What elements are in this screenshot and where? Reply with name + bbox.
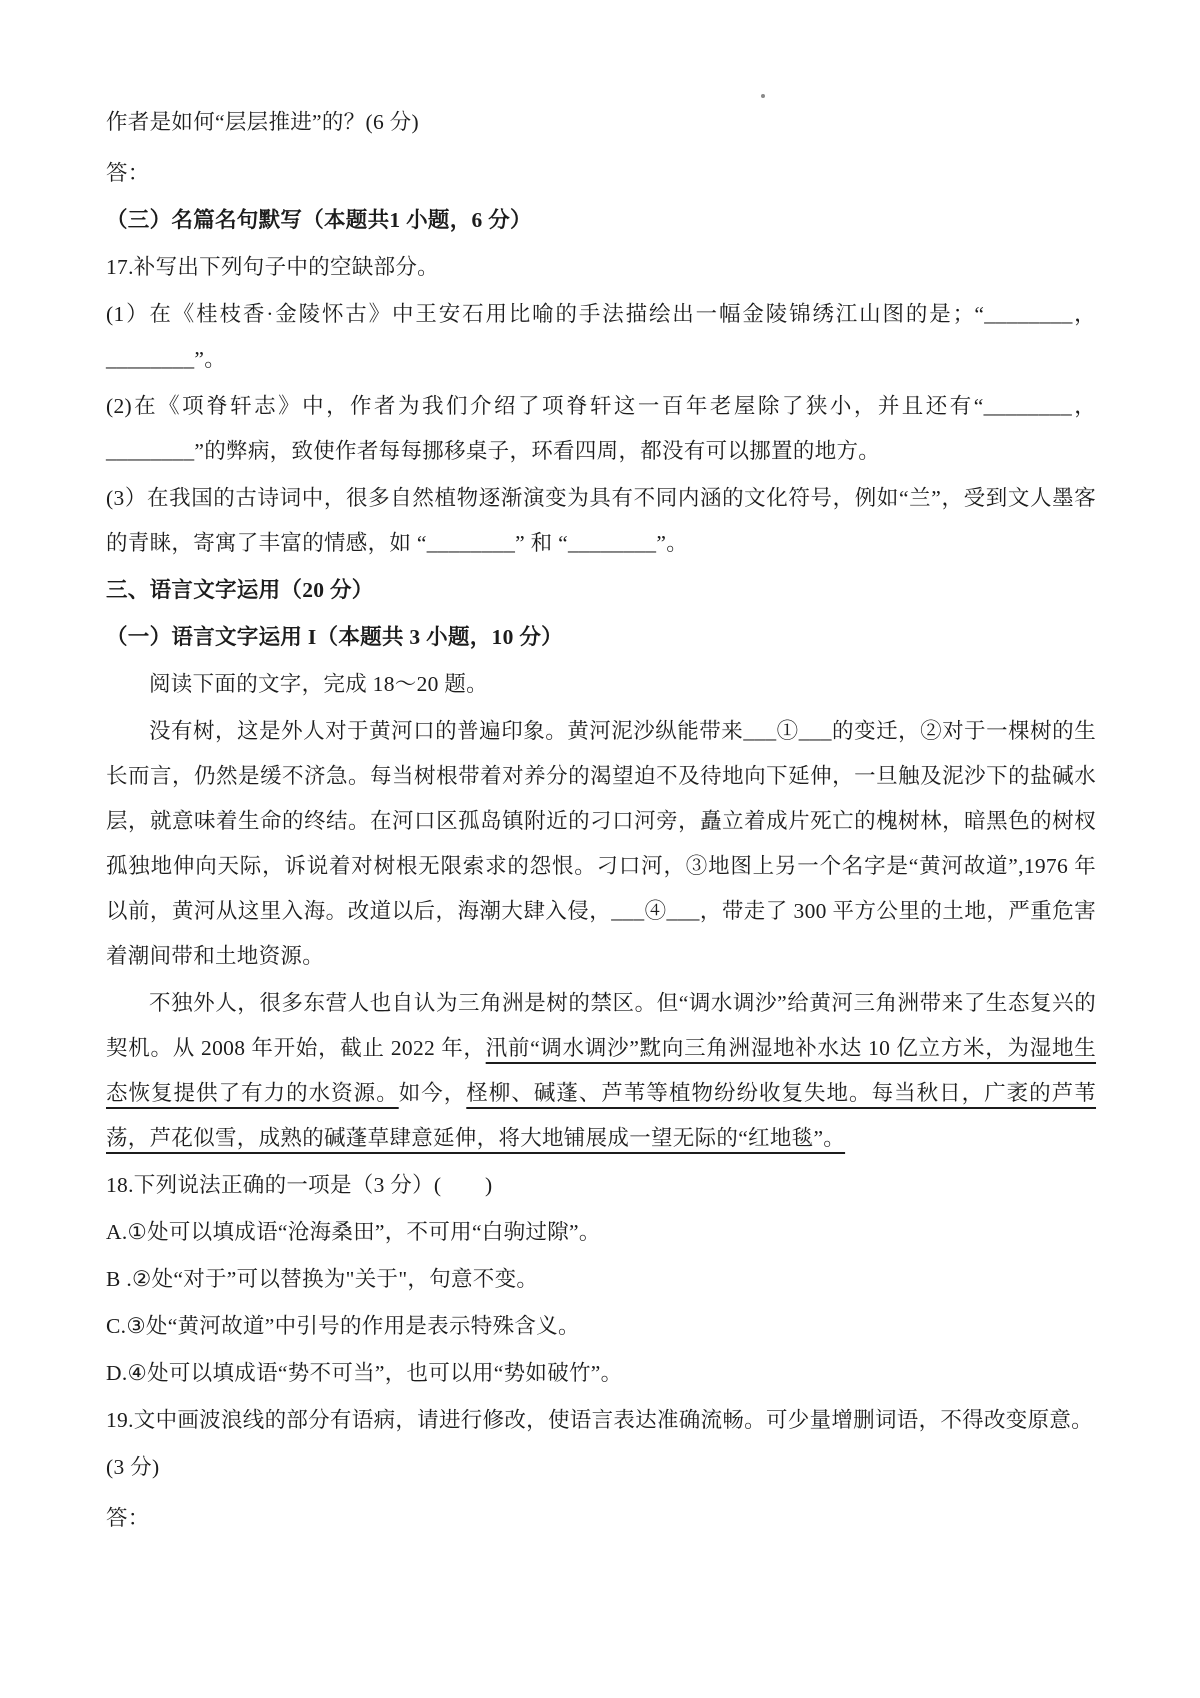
passage-p2-underlined-1: 汛前“调水调沙”黕向三角洲湿地补水达 10 亿立方米，为湿地生态恢复提供了有力的水资源。 — [106, 1036, 1097, 1105]
question-18-option-b: B .②处“对于”可以替换为"关于"，句意不变。 — [106, 1267, 539, 1291]
scan-artifact-dot — [761, 94, 765, 98]
question-17-item-1: (1）在《桂枝香·金陵怀古》中王安石用比喻的手法描绘出一幅金陵锦绣江山图的是；“________，________”。 — [106, 302, 1096, 371]
reading-instruction: 阅读下面的文字，完成 18～20 题。 — [149, 672, 488, 696]
question-17-item-3: (3）在我国的古诗词中，很多自然植物逐渐演变为具有不同内涵的文化符号，例如“兰”，受到文人墨客的青睐，寄寓了丰富的情感，如 “________” 和 “________”。 — [106, 486, 1096, 555]
question-19-score: (3 分) — [106, 1455, 160, 1479]
question-18-option-a: A.①处可以填成语“沧海桑田”，不可用“白驹过隙”。 — [106, 1220, 601, 1244]
question-18-option-c: C.③处“黄河故道”中引号的作用是表示特殊含义。 — [106, 1314, 580, 1338]
question-18-stem: 18.下列说法正确的一项是（3 分）( ) — [106, 1173, 493, 1197]
part-heading-language-use: 三、语言文字运用（20 分） — [106, 578, 374, 602]
section-heading-language-use-1: （一）语言文字运用 I（本题共 3 小题，10 分） — [106, 625, 563, 649]
passage-paragraph-2 — [106, 981, 1096, 1161]
passage-paragraph-1: 没有树，这是外人对于黄河口的普遍印象。黄河泥沙纵能带来___①___的变迁，②对于一棵树的生长而言，仍然是缓不济急。每当树根带着对养分的渴望迫不及待地向下延伸，一旦触及泥沙下的盐碱水层，就意味着生命的终结。在河口区孤岛镇附近的刁口河旁，矗立着成片死亡的槐树林，暗黑色的树杈孤独地伸向天际，诉说着对树根无限索求的怨恨。刁口河，③地图上另一个名字是“黄河故道”,1976 年以前，黄河从这里入海。改道以后，海潮大肆入侵，___④___，带走了 300 平方公里的土地，严重危害着潮间带和土地资源。 — [106, 719, 1096, 968]
question-19-stem: 19.文中画波浪线的部分有语病，请进行修改，使语言表达准确流畅。可少量增删词语，不得改变原意。 — [106, 1408, 1093, 1432]
question-17-item-2: (2)在《项脊轩志》中，作者为我们介绍了项脊轩这一百年老屋除了狭小，并且还有“________，________”的弊病，致使作者每每挪移桌子，环看四周，都没有可以挪置的地方。 — [106, 394, 1096, 463]
answer-label-16: 答： — [106, 161, 150, 185]
question-18-option-d: D.④处可以填成语“势不可当”，也可以用“势如破竹”。 — [106, 1361, 623, 1385]
answer-label-19: 答： — [106, 1506, 150, 1530]
question-16-followup: 作者是如何“层层推进”的？(6 分) — [106, 110, 419, 134]
section-heading-dictation: （三）名篇名句默写（本题共1 小题，6 分） — [106, 208, 532, 232]
passage-p2-text-1: 不独外人，很多东营人也自认为三角洲是树的禁区。但“调水调沙”给黄河三角洲带来了生态复兴的契机。从 2008 年开始，截止 2022 年， — [106, 991, 1096, 1060]
passage-p2-underlined-2: 柽柳、碱蓬、芦苇等植物纷纷收复失地。每当秋日，广袤的芦苇荡，芦花似雪，成熟的碱蓬草肆意延伸，将大地铺展成一望无际的“红地毯”。 — [106, 1081, 1097, 1150]
passage-p2-text-2: 如今， — [398, 1081, 467, 1105]
question-17-stem: 17.补写出下列句子中的空缺部分。 — [106, 255, 439, 279]
